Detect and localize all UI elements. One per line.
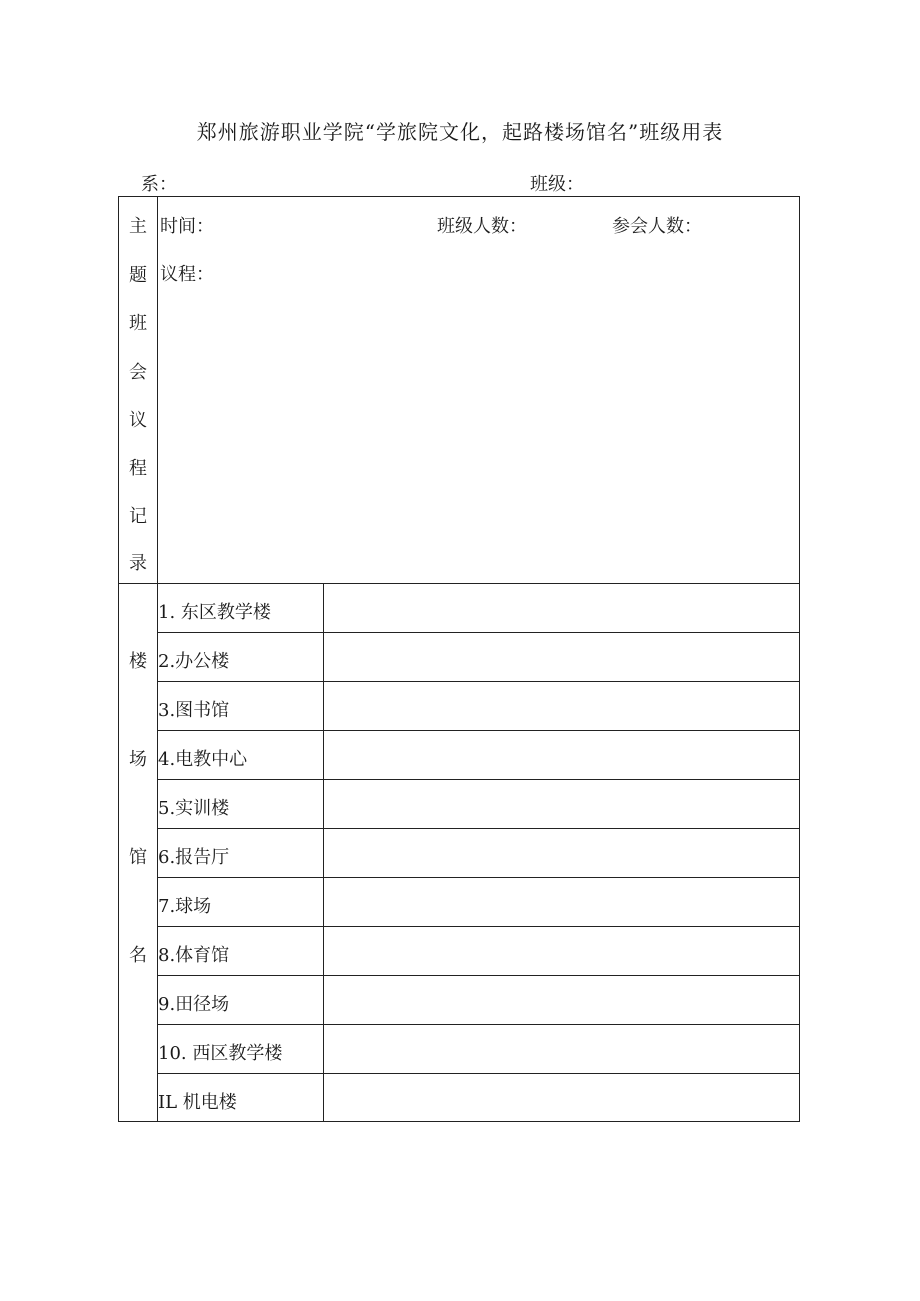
building-row-label: 5.实训楼 xyxy=(158,798,230,819)
building-side-char: 名 xyxy=(129,945,147,966)
class-size-field-label[interactable]: 班级人数： xyxy=(437,216,527,237)
building-row-label: IL 机电楼 xyxy=(158,1092,237,1113)
building-row-label: 3.图书馆 xyxy=(158,700,230,721)
agenda-field-label[interactable]: 议程： xyxy=(160,264,214,285)
meeting-side-char: 录 xyxy=(129,553,147,574)
building-row-label: 4.电教中心 xyxy=(158,749,248,770)
building-entry-cell[interactable] xyxy=(324,1025,800,1073)
class-label: 班级： xyxy=(530,174,584,195)
building-entry-cell[interactable] xyxy=(324,927,800,975)
building-row-label: 7.球场 xyxy=(158,896,212,917)
meeting-side-char: 议 xyxy=(129,410,147,431)
time-field-label[interactable]: 时间： xyxy=(160,216,214,237)
building-entry-cell[interactable] xyxy=(324,780,800,828)
meeting-side-char: 记 xyxy=(129,506,147,527)
building-entry-cell[interactable] xyxy=(324,878,800,926)
building-side-char: 楼 xyxy=(129,651,147,672)
meeting-side-char: 会 xyxy=(129,362,147,383)
building-side-char: 场 xyxy=(129,749,147,770)
building-row-label: 2.办公楼 xyxy=(158,651,230,672)
department-label: 系： xyxy=(141,174,177,195)
building-row-label: 10. 西区教学楼 xyxy=(158,1043,283,1064)
attendance-field-label[interactable]: 参会人数： xyxy=(612,216,702,237)
building-row-label: 9.田径场 xyxy=(158,994,230,1015)
building-entry-cell[interactable] xyxy=(324,584,800,632)
building-entry-cell[interactable] xyxy=(324,1074,800,1121)
building-entry-cell[interactable] xyxy=(324,731,800,779)
building-row-label: 6.报告厅 xyxy=(158,847,230,868)
building-entry-cell[interactable] xyxy=(324,633,800,681)
form-title: 郑州旅游职业学院“学旅院文化，起路楼场馆名”班级用表 xyxy=(196,120,724,144)
building-entry-cell[interactable] xyxy=(324,829,800,877)
building-row-label: 1. 东区教学楼 xyxy=(158,602,271,623)
meeting-side-char: 主 xyxy=(129,216,147,237)
building-entry-cell[interactable] xyxy=(324,976,800,1024)
meeting-side-char: 题 xyxy=(129,265,147,286)
building-side-char: 馆 xyxy=(129,847,147,868)
building-row-label: 8.体育馆 xyxy=(158,945,230,966)
meeting-side-char: 班 xyxy=(129,313,147,334)
building-entry-cell[interactable] xyxy=(324,682,800,730)
meeting-side-char: 程 xyxy=(129,458,147,479)
